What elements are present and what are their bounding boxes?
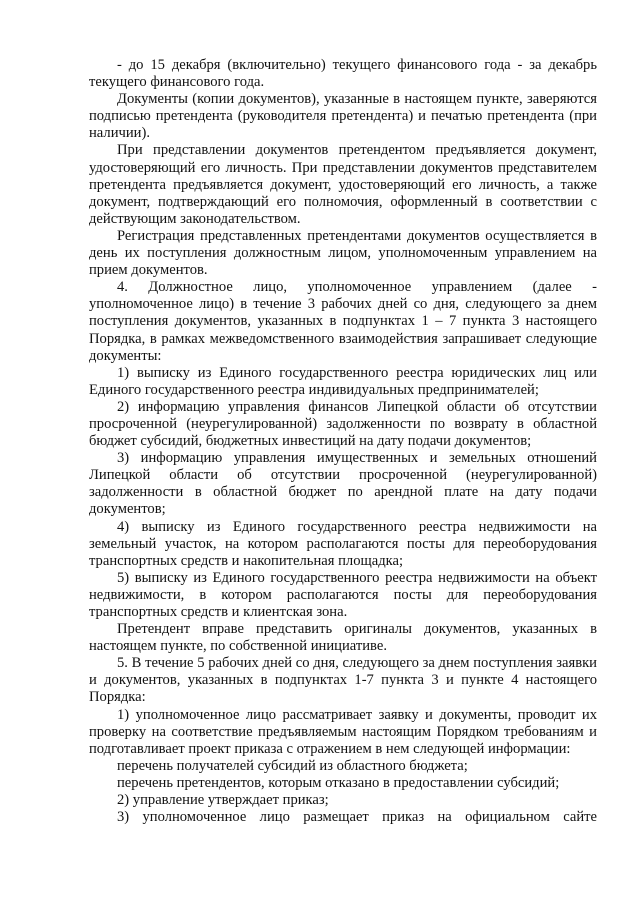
list-item-1: 1) выписку из Единого государственного реестра юридических лиц или Единого государственного реестра индивидуальных предпринимателей; — [89, 364, 597, 398]
list-item-5-2: 2) управление утверждает приказ; — [117, 792, 329, 809]
list-line-recipients: перечень получателей субсидий из областного бюджета; — [117, 757, 468, 774]
list-line-rejected: перечень претендентов, которым отказано в предоставлении субсидий; — [117, 774, 560, 791]
list-item-5: 5) выписку из Единого государственного реестра недвижимости на объект недвижимости, в котором располагаются посты для переоборудования транспортных средств и клиентская зона. — [89, 569, 597, 620]
list-item-4: 4) выписку из Единого государственного реестра недвижимости на земельный участок, на котором располагаются посты для переоборудования транспортных средств и накопительная площадка; — [89, 518, 597, 569]
list-item-5-3: 3) уполномоченное лицо размещает приказ на официальном сайте — [117, 809, 597, 826]
list-item-3: 3) информацию управления имущественных и земельных отношений Липецкой области об отсутствии просроченной (неурегулированной) задолженности в областной бюджет по арендной плате на дату подачи документов; — [89, 450, 597, 518]
list-item-5-1: 1) уполномоченное лицо рассматривает заявку и документы, проводит их проверку на соответствие предъявляемым настоящим Порядком требованиям и подготавливает проект приказа с отражением в нем следующей информации: — [89, 706, 597, 757]
paragraph-originals-right: Претендент вправе представить оригиналы документов, указанных в настоящем пункте, по собственной инициативе. — [89, 621, 597, 655]
paragraph-registration: Регистрация представленных претендентами документов осуществляется в день их поступления должностным лицом, уполномоченным управлением на прием документов. — [89, 227, 597, 279]
list-item-2: 2) информацию управления финансов Липецкой области об отсутствии просроченной (неурегулированной) задолженности по возврату в областной бюджет субсидий, бюджетных инвестиций на дату подачи документов; — [89, 398, 597, 450]
paragraph-identity-document: При представлении документов претендентом предъявляется документ, удостоверяющий его личность. При представлении документов представителем претендента предъявляется документ, удостоверяющий его личность, а также документ, подтверждающий его полномочия, оформленный в соответствии с действующим законодательством. — [89, 142, 597, 227]
paragraph-item-5: 5. В течение 5 рабочих дней со дня, следующего за днем поступления заявки и документов, указанных в подпунктах 1-7 пункта 3 и пункте 4 настоящего Порядка: — [89, 655, 597, 706]
paragraph-document-certification: Документы (копии документов), указанные в настоящем пункте, заверяются подписью претендента (руководителя претендента) и печатью претендента (при наличии). — [89, 91, 597, 142]
paragraph-deadline-december: - до 15 декабря (включительно) текущего финансового года - за декабрь текущего финансового года. — [89, 57, 597, 91]
paragraph-item-4: 4. Должностное лицо, уполномоченное управлением (далее - уполномоченное лицо) в течение 3 рабочих дней со дня, следующего за днем поступления документов, указанных в подпунктах 1 – 7 пункта 3 настоящего Порядка, в рамках межведомственного взаимодействия запрашивает следующие документы: — [89, 279, 597, 364]
